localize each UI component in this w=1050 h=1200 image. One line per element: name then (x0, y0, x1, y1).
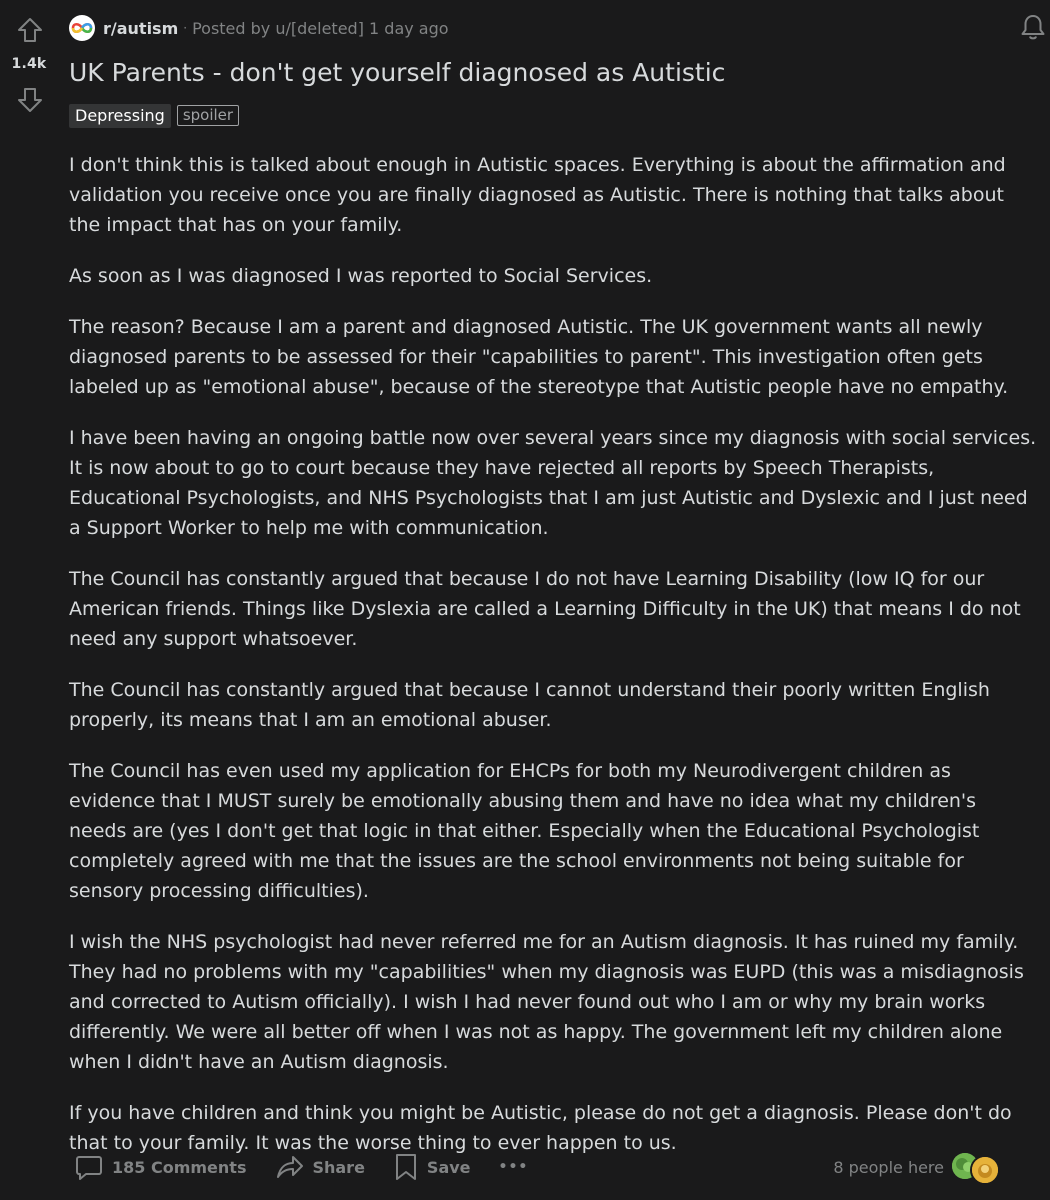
body-paragraph: I have been having an ongoing battle now over several years since my diagnosis with social services. It is now about to go to court because they have rejected all reports by Speech Therapists, Educational Psychologists, and NHS Psychologists that I am just Autistic and Dyslexic and I just need a Support Worker to help me with communication. (69, 427, 1037, 539)
spoiler-tag: spoiler (177, 105, 239, 126)
body-paragraph: If you have children and think you might be Autistic, please do not get a diagnosis. Please don't do that to your family. It was the worse thing to ever happen to us. (69, 1102, 1012, 1154)
body-paragraph: The Council has constantly argued that because I do not have Learning Disability (low IQ for our American friends. Things like Dyslexia are called a Learning Difficulty in the UK) that means I do not need any support whatsoever. (69, 568, 1021, 650)
body-paragraph: I wish the NHS psychologist had never referred me for an Autism diagnosis. It has ruined my family. They had no problems with my "capabilities" when my diagnosis was EUPD (this was a misdiagnosis and corrected to Autism officially). I wish I had never found out who I am or why my brain works differently. We were all better off when I was not as happy. The government left my children alone when I didn't have an Autism diagnosis. (69, 931, 1024, 1073)
share-button[interactable] (274, 1152, 364, 1182)
subreddit-avatar[interactable] (69, 15, 95, 41)
body-paragraph: The Council has constantly argued that because I cannot understand their poorly written English properly, its means that I am an emotional abuser. (69, 679, 990, 731)
body-paragraph: The Council has even used my application for EHCPs for both my Neurodivergent children as evidence that I MUST surely be emotionally abusing them and have no idea what my children's needs are (yes I don't get that logic in that either. Especially when the Educational Psychologist completely agreed with me that the issues are the school environments not being suitable for sensory processing difficulties). (69, 760, 980, 902)
post-body (69, 150, 1037, 1179)
vote-count: 1.4k (11, 56, 47, 72)
body-paragraph: The reason? Because I am a parent and diagnosed Autistic. The UK government wants all newly diagnosed parents to be assessed for their "capabilities to parent". This investigation often gets labeled up as "emotional abuse", because of the stereotype that Autistic people have no empathy. (69, 316, 1009, 398)
more-icon: ••• (498, 1159, 529, 1175)
save-label: Save (426, 1157, 471, 1177)
infinity-icon (71, 21, 93, 35)
comment-icon (74, 1152, 104, 1182)
post-header (69, 13, 449, 43)
share-icon (274, 1152, 304, 1182)
more-options-button[interactable] (499, 1159, 529, 1175)
share-label: Share (312, 1157, 365, 1177)
notification-bell-button[interactable] (1018, 12, 1048, 42)
avatar (970, 1155, 1000, 1185)
body-paragraph: As soon as I was diagnosed I was reported to Social Services. (69, 265, 653, 287)
subreddit-link[interactable]: r/autism (103, 18, 179, 38)
header-separator: · (183, 21, 188, 35)
post-flairs (69, 104, 239, 128)
people-here-label: 8 people here (833, 1157, 944, 1177)
downvote-button[interactable] (14, 84, 46, 116)
avatar-stack (952, 1150, 1004, 1184)
comments-label: 185 Comments (112, 1157, 247, 1177)
arrow-down-icon (16, 86, 44, 114)
post-title[interactable]: UK Parents - don't get yourself diagnosed as Autistic (69, 58, 726, 87)
upvote-button[interactable] (14, 14, 46, 46)
flair-depressing[interactable]: Depressing (69, 104, 171, 128)
body-paragraph: I don't think this is talked about enough in Autistic spaces. Everything is about the affirmation and validation you receive once you are finally diagnosed as Autistic. There is nothing that talks about the impact that has on your family. (69, 154, 1006, 236)
save-button[interactable] (393, 1152, 471, 1182)
arrow-up-icon (16, 16, 44, 44)
bookmark-icon (393, 1152, 419, 1182)
comments-button[interactable] (74, 1152, 246, 1182)
posted-by-text: Posted by u/[deleted] 1 day ago (192, 18, 449, 38)
people-here-indicator (833, 1148, 1004, 1186)
post-actions-bar (74, 1148, 1004, 1186)
bell-icon (1018, 12, 1048, 42)
